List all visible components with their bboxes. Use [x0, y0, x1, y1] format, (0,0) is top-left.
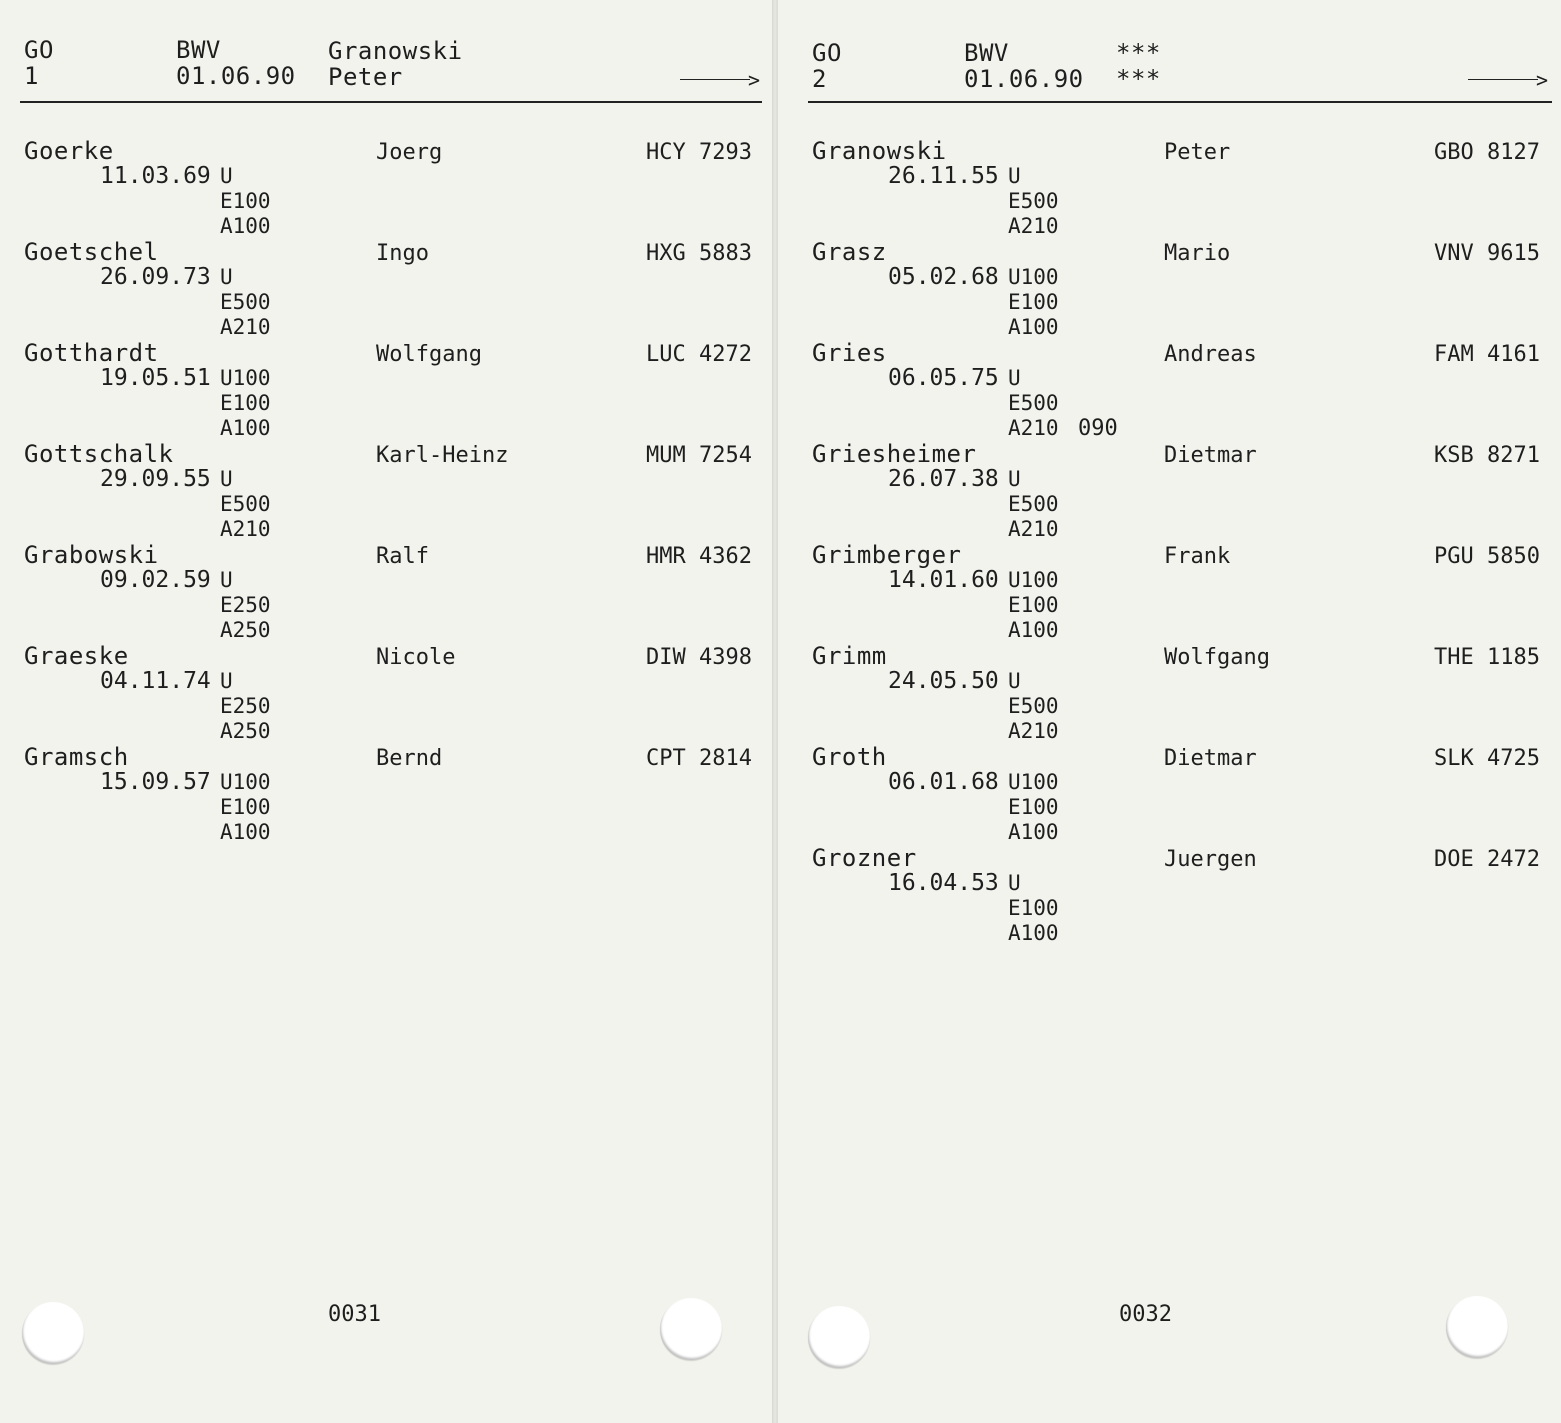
- entry-id-code: HMR 4362: [646, 544, 752, 569]
- header-code: GO: [812, 39, 842, 67]
- entry-id-code: DOE 2472: [1434, 847, 1540, 872]
- entry-code: U: [220, 568, 233, 592]
- entry-codes: [1008, 265, 1059, 340]
- list-item: [812, 643, 1552, 744]
- entry-id-code: SLK 4725: [1434, 746, 1540, 771]
- entry-code: A210: [1008, 719, 1059, 743]
- entry-code: E100: [1008, 896, 1059, 920]
- entry-firstname: Nicole: [376, 645, 456, 670]
- entry-firstname: Juergen: [1164, 847, 1257, 872]
- entry-list: [24, 138, 764, 845]
- entry-codes: [220, 164, 271, 239]
- entry-codes: [220, 770, 271, 845]
- entry-surname: Granowski: [812, 137, 947, 165]
- entry-firstname: Wolfgang: [1164, 645, 1270, 670]
- entry-codes: [220, 568, 271, 643]
- entry-id-code: FAM 4161: [1434, 342, 1540, 367]
- entry-code: U100: [1008, 568, 1059, 592]
- entry-code: A100: [1008, 921, 1059, 945]
- entry-code: E100: [220, 795, 271, 819]
- header-region: BWV: [964, 39, 1009, 67]
- entry-date-of-birth: 26.07.38: [888, 466, 999, 492]
- entry-codes: [1008, 467, 1059, 542]
- entry-firstname: Dietmar: [1164, 443, 1257, 468]
- entry-date-of-birth: 06.05.75: [888, 365, 999, 391]
- entry-surname: Groth: [812, 743, 887, 771]
- entry-code: E500: [1008, 492, 1059, 516]
- entry-code: E500: [220, 492, 271, 516]
- entry-extra-code: 090: [1078, 416, 1118, 441]
- entry-list: [812, 138, 1552, 946]
- entry-date-of-birth: 09.02.59: [100, 567, 211, 593]
- list-item: [24, 138, 764, 239]
- entry-firstname: Bernd: [376, 746, 443, 771]
- entry-codes: [220, 467, 271, 542]
- entry-firstname: Mario: [1164, 241, 1231, 266]
- left-page: [0, 0, 772, 1423]
- entry-date-of-birth: 26.11.55: [888, 163, 999, 189]
- entry-code: U100: [1008, 770, 1059, 794]
- entry-codes: [1008, 164, 1059, 239]
- entry-firstname: Dietmar: [1164, 746, 1257, 771]
- entry-code: U: [220, 265, 233, 289]
- entry-id-code: KSB 8271: [1434, 443, 1540, 468]
- list-item: [812, 340, 1552, 441]
- header-rule: [808, 101, 1552, 103]
- entry-codes: [220, 669, 271, 744]
- list-item: [24, 340, 764, 441]
- entry-date-of-birth: 14.01.60: [888, 567, 999, 593]
- entry-id-code: GBO 8127: [1434, 140, 1540, 165]
- entry-surname: Graeske: [24, 642, 129, 670]
- entry-code: A210: [220, 315, 271, 339]
- entry-firstname: Frank: [1164, 544, 1231, 569]
- entry-surname: Grasz: [812, 238, 887, 266]
- entry-code: A210: [1008, 416, 1059, 440]
- list-item: [812, 744, 1552, 845]
- header-surname: Granowski: [328, 37, 463, 65]
- entry-date-of-birth: 05.02.68: [888, 264, 999, 290]
- list-item: [24, 643, 764, 744]
- entry-code: A100: [1008, 820, 1059, 844]
- entry-code: E100: [220, 189, 271, 213]
- header-date: 01.06.90: [964, 65, 1084, 93]
- entry-code: E500: [1008, 391, 1059, 415]
- entry-code: E100: [220, 391, 271, 415]
- header-date: 01.06.90: [176, 62, 296, 90]
- entry-id-code: MUM 7254: [646, 443, 752, 468]
- header-rule: [20, 101, 762, 103]
- entry-code: E500: [220, 290, 271, 314]
- list-item: [812, 542, 1552, 643]
- entry-firstname: Ralf: [376, 544, 429, 569]
- list-item: [24, 239, 764, 340]
- entry-codes: [1008, 366, 1059, 441]
- entry-code: A250: [220, 618, 271, 642]
- entry-date-of-birth: 19.05.51: [100, 365, 211, 391]
- entry-code: U100: [1008, 265, 1059, 289]
- entry-code: A100: [1008, 618, 1059, 642]
- entry-codes: [220, 366, 271, 441]
- entry-code: U: [1008, 669, 1021, 693]
- entry-id-code: HCY 7293: [646, 140, 752, 165]
- next-arrow-icon: >: [680, 68, 760, 90]
- entry-id-code: THE 1185: [1434, 645, 1540, 670]
- entry-code: U100: [220, 770, 271, 794]
- entry-firstname: Andreas: [1164, 342, 1257, 367]
- entry-codes: [1008, 669, 1059, 744]
- punch-hole: [660, 1298, 722, 1360]
- entry-code: U: [1008, 871, 1021, 895]
- entry-code: U: [220, 669, 233, 693]
- entry-surname: Grimberger: [812, 541, 962, 569]
- list-item: [24, 744, 764, 845]
- entry-code: U: [220, 164, 233, 188]
- header-surname: ***: [1116, 39, 1161, 67]
- entry-surname: Gramsch: [24, 743, 129, 771]
- entry-date-of-birth: 16.04.53: [888, 870, 999, 896]
- entry-date-of-birth: 26.09.73: [100, 264, 211, 290]
- list-item: [24, 441, 764, 542]
- entry-code: A100: [220, 820, 271, 844]
- entry-date-of-birth: 24.05.50: [888, 668, 999, 694]
- next-arrow-icon: >: [1468, 68, 1548, 90]
- entry-id-code: HXG 5883: [646, 241, 752, 266]
- entry-codes: [1008, 871, 1059, 946]
- entry-code: A250: [220, 719, 271, 743]
- entry-date-of-birth: 06.01.68: [888, 769, 999, 795]
- entry-code: E500: [1008, 694, 1059, 718]
- entry-code: U: [1008, 467, 1021, 491]
- entry-code: E500: [1008, 189, 1059, 213]
- entry-code: A100: [220, 214, 271, 238]
- header-code: GO: [24, 36, 54, 64]
- entry-surname: Grimm: [812, 642, 887, 670]
- entry-surname: Goerke: [24, 137, 114, 165]
- page-number: 0032: [1119, 1302, 1172, 1327]
- entry-code: A210: [1008, 517, 1059, 541]
- entry-id-code: LUC 4272: [646, 342, 752, 367]
- header-number: 1: [24, 62, 39, 90]
- entry-date-of-birth: 29.09.55: [100, 466, 211, 492]
- header-firstname: ***: [1116, 65, 1161, 93]
- entry-surname: Gries: [812, 339, 887, 367]
- entry-date-of-birth: 04.11.74: [100, 668, 211, 694]
- header-firstname: Peter: [328, 63, 403, 91]
- entry-code: A100: [220, 416, 271, 440]
- entry-code: U100: [220, 366, 271, 390]
- list-item: [812, 239, 1552, 340]
- punch-hole: [22, 1302, 84, 1364]
- entry-code: A100: [1008, 315, 1059, 339]
- entry-firstname: Joerg: [376, 140, 443, 165]
- entry-surname: Grozner: [812, 844, 917, 872]
- entry-code: U: [220, 467, 233, 491]
- entry-firstname: Wolfgang: [376, 342, 482, 367]
- entry-id-code: PGU 5850: [1434, 544, 1540, 569]
- entry-surname: Grabowski: [24, 541, 159, 569]
- entry-date-of-birth: 11.03.69: [100, 163, 211, 189]
- entry-surname: Gottschalk: [24, 440, 174, 468]
- entry-id-code: DIW 4398: [646, 645, 752, 670]
- entry-codes: [1008, 770, 1059, 845]
- page-number: 0031: [328, 1302, 381, 1327]
- entry-codes: [1008, 568, 1059, 643]
- header-number: 2: [812, 65, 827, 93]
- entry-id-code: CPT 2814: [646, 746, 752, 771]
- punch-hole: [808, 1306, 870, 1368]
- entry-code: E250: [220, 694, 271, 718]
- list-item: [812, 441, 1552, 542]
- entry-surname: Griesheimer: [812, 440, 977, 468]
- entry-code: E100: [1008, 795, 1059, 819]
- entry-code: U: [1008, 366, 1021, 390]
- entry-code: A210: [220, 517, 271, 541]
- entry-surname: Gotthardt: [24, 339, 159, 367]
- entry-firstname: Ingo: [376, 241, 429, 266]
- entry-date-of-birth: 15.09.57: [100, 769, 211, 795]
- punch-hole: [1446, 1296, 1508, 1358]
- list-item: [24, 542, 764, 643]
- entry-firstname: Peter: [1164, 140, 1231, 165]
- header-region: BWV: [176, 36, 221, 64]
- entry-firstname: Karl-Heinz: [376, 443, 509, 468]
- entry-code: U: [1008, 164, 1021, 188]
- entry-code: E100: [1008, 593, 1059, 617]
- entry-codes: [220, 265, 271, 340]
- entry-id-code: VNV 9615: [1434, 241, 1540, 266]
- entry-code: E100: [1008, 290, 1059, 314]
- entry-code: A210: [1008, 214, 1059, 238]
- entry-surname: Goetschel: [24, 238, 159, 266]
- right-page: [778, 0, 1561, 1423]
- entry-code: E250: [220, 593, 271, 617]
- list-item: [812, 845, 1552, 946]
- list-item: [812, 138, 1552, 239]
